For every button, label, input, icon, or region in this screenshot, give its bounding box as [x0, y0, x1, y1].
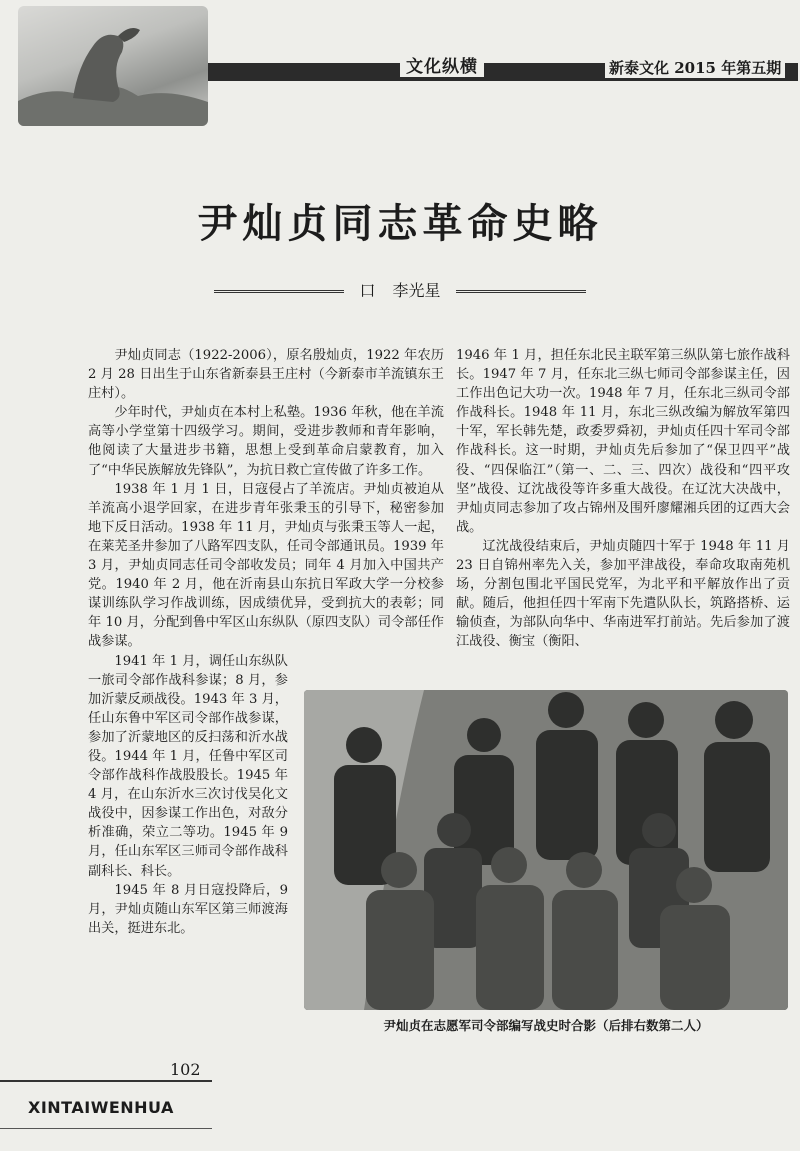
- column-left-narrow: [88, 652, 288, 938]
- photo-caption: 尹灿贞在志愿军司令部编写战史时合影（后排右数第二人）: [383, 1018, 709, 1033]
- byline-box: 口: [359, 281, 376, 300]
- column-right: [456, 346, 790, 652]
- byline-rule-right: [456, 290, 586, 293]
- paragraph: 辽沈战役结束后，尹灿贞随四十军于 1948 年 11 月 23 日自锦州率先入关，参加平津战役，奉命攻取南苑机场，分割包围北平国民党军，为北平和平解放作出了贡献。随后，他担任四十军南下先遣队队长，筑路搭桥、运输侦查，为部队向华中、华南进军打前站。先后参加了渡江战役、衡宝（衡阳、: [456, 538, 790, 650]
- footer-rule: [0, 1080, 212, 1082]
- section-name: 文化纵横: [400, 52, 484, 77]
- paragraph: 1946 年 1 月，担任东北民主联军第三纵队第七旅作战科长。1947 年 7 月，任东北三纵七师司令部参谋主任，因工作出色记大功一次。1948 年 7 月，任东北三纵司令部作战科长。1948 年 11 月，东北三纵改编为解放军第四十军，军长韩先楚，政委罗舜初，尹灿贞任四十军司令部作战科长。这一时期，尹灿贞先后参加了“保卫四平”战役、“四保临江”（第一、二、三、四次）战役和“四平攻坚”战役、辽沈战役等许多重大战役。在辽沈大决战中，尹灿贞同志参加了攻占锦州及围歼廖耀湘兵团的辽西大会战。: [456, 348, 790, 535]
- decorative-sculpture-image: [18, 6, 208, 126]
- issue-label: 新泰文化 2015 年第五期: [605, 57, 785, 78]
- group-photo: [304, 690, 788, 1010]
- paragraph: 尹灿贞同志（1922-2006），原名殷灿贞，1922 年农历 2 月 28 日出生于山东省新泰县王庄村（今新泰市羊流镇东王庄村）。: [88, 348, 444, 402]
- paragraph: 1945 年 8 月日寇投降后，9 月，尹灿贞随山东军区第三师渡海出关，挺进东北。: [88, 882, 288, 936]
- footer-brand: XINTAIWENHUA: [28, 1098, 174, 1117]
- paragraph: 1938 年 1 月 1 日，日寇侵占了羊流店。尹灿贞被迫从羊流高小退学回家，在进步青年张秉玉的引导下，秘密参加地下反日活动。1938 年 11 月，尹灿贞与张秉玉等人一起，在莱芜圣井参加了八路军四支队，任司令部通讯员。1939 年 3 月，尹灿贞同志任司令部收发员；同年 4 月加入中国共产党。1940 年 2 月，他在沂南县山东抗日军政大学一分校参谋训练队学习作战训练，因成绩优异，受到抗大的表彰；同年 10 月，分配到鲁中军区山东纵队（原四支队）司令部任作战参谋。: [88, 481, 444, 650]
- byline: [0, 278, 800, 301]
- paragraph: 1941 年 1 月，调任山东纵队一旅司令部作战科参谋；8 月，参加沂蒙反顽战役。1943 年 3 月，任山东鲁中军区司令部作战参谋，参加了沂蒙地区的反扫荡和沂水战役。1944 年 1 月，任鲁中军区司令部作战科作战股股长。1945 年 4 月，在山东沂水三次讨伐吴化文战役中，因参谋工作出色，对敌分析准确，荣立二等功。1945 年 9 月，任山东军区三师司令部作战科副科长、科长。: [88, 653, 288, 879]
- paragraph: 少年时代，尹灿贞在本村上私塾。1936 年秋，他在羊流高等小学堂第十四级学习。期间，受进步教师和青年影响，他阅读了大量进步书籍，思想上受到革命启蒙教育，加入了“中华民族解放先锋队”，为抗日救亡宣传做了许多工作。: [88, 405, 444, 478]
- footer-rule-bottom: [0, 1128, 212, 1129]
- article-title: 尹灿贞同志革命史略: [197, 200, 603, 247]
- page-number: 102: [170, 1060, 201, 1079]
- byline-rule-left: [214, 290, 344, 293]
- author-name: 李光星: [392, 281, 441, 300]
